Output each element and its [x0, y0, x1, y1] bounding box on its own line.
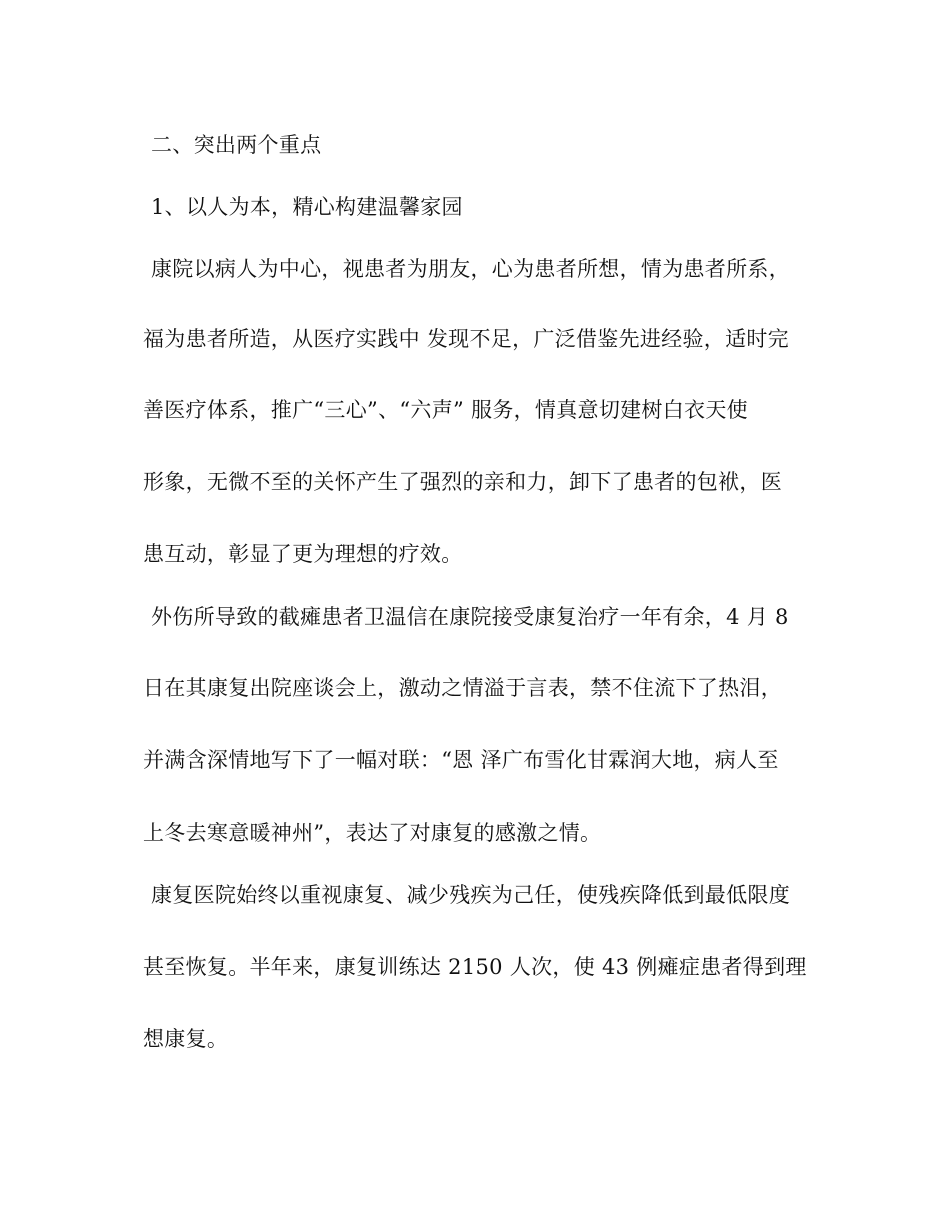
- paragraph-3-line-3: 想康复。: [143, 1027, 229, 1051]
- paragraph-1-line-1: 康院以病人为中心，视患者为朋友，心为患者所想，情为患者所系，: [151, 257, 790, 281]
- paragraph-1-line-2: 福为患者所造，从医疗实践中 发现不足，广泛借鉴先进经验，适时完: [143, 327, 789, 351]
- paragraph-1-line-3: 善医疗体系，推广“三心”、“六声” 服务，情真意切建树白衣天使: [143, 398, 748, 422]
- paragraph-3-line-2: 甚至恢复。半年来，康复训练达 2150 人次，使 43 例瘫症患者得到理: [143, 955, 807, 979]
- paragraph-3-line-1: 康复医院始终以重视康复、减少残疾为己任，使残疾降低到最低限度: [151, 883, 790, 907]
- paragraph-2-line-4: 上冬去寒意暖神州”，表达了对康复的感激之情。: [143, 821, 602, 845]
- paragraph-1-line-5: 患互动，彰显了更为理想的疗效。: [143, 542, 463, 566]
- paragraph-2-line-2: 日在其康复出院座谈会上，激动之情溢于言表，禁不住流下了热泪，: [143, 676, 782, 700]
- paragraph-2-line-1: 外伤所导致的截瘫患者卫温信在康院接受康复治疗一年有余，4 月 8: [151, 605, 789, 629]
- subsection-heading: 1、以人为本，精心构建温馨家园: [151, 195, 463, 219]
- section-heading: 二、突出两个重点: [151, 133, 322, 157]
- paragraph-1-line-4: 形象，无微不至的关怀产生了强烈的亲和力，卸下了患者的包袱，医: [143, 470, 782, 494]
- paragraph-2-line-3: 并满含深情地写下了一幅对联：“恩 泽广布雪化甘霖润大地，病人至: [143, 748, 779, 772]
